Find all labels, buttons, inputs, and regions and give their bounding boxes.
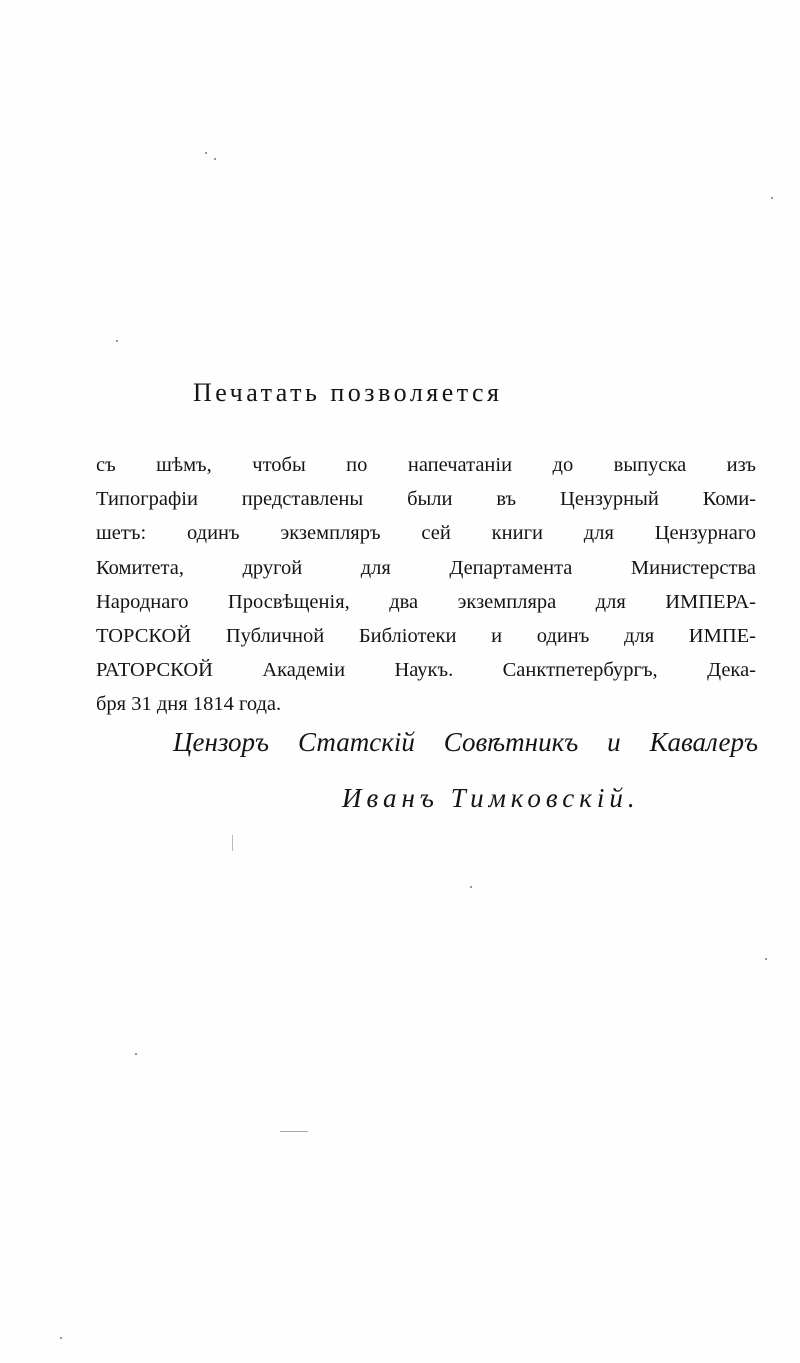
- scan-speck: [232, 835, 233, 851]
- text-line: Типографіи представлены были въ Цензурный Коми-: [96, 488, 756, 511]
- scan-speck: [205, 152, 207, 154]
- text-line: ТОРСКОЙ Публичной Библіотеки и одинъ для ИМПЕ-: [96, 625, 756, 648]
- scan-speck: [765, 958, 767, 960]
- text-line: бря 31 дня 1814 года.: [96, 693, 282, 716]
- scan-speck: [135, 1053, 137, 1055]
- scan-speck: [116, 340, 118, 342]
- text-line: Комитета, другой для Департамента Министерства: [96, 556, 756, 579]
- scan-speck: [470, 886, 472, 888]
- permission-heading: Печатать позволяется: [193, 378, 503, 407]
- text-line: Народнаго Просвѣщенія, два экземпляра для ИМПЕРА-: [96, 590, 756, 613]
- text-line: съ шѣмъ, чтобы по напечатаніи до выпуска изъ: [96, 454, 756, 476]
- scan-speck: [771, 197, 773, 199]
- scan-speck: [214, 158, 216, 160]
- censor-title: Цензоръ Статскій Совѣтникъ и Кавалеръ: [173, 727, 758, 757]
- text-line: РАТОРСКОЙ Академіи Наукъ. Санктпетербургъ, Дека-: [96, 659, 756, 682]
- scan-speck: [60, 1337, 62, 1339]
- permission-text: [96, 448, 756, 722]
- scan-speck: [280, 1131, 308, 1132]
- text-line: шетъ: одинъ экземпляръ сей книги для Цензурнаго: [96, 522, 756, 545]
- censor-name: Иванъ Тимковскій.: [342, 783, 640, 813]
